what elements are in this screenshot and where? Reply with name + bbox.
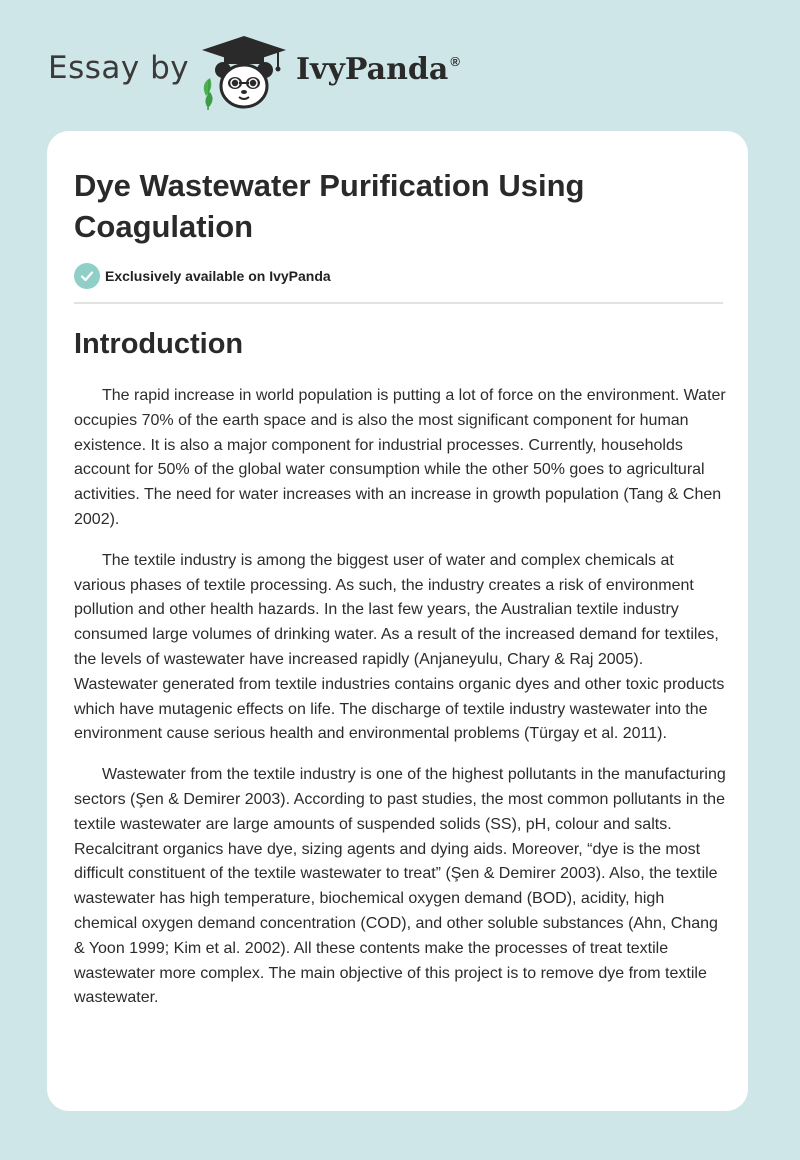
exclusive-badge-label: Exclusively available on IvyPanda <box>105 268 331 284</box>
divider <box>74 302 723 304</box>
section-heading: Introduction <box>74 328 244 360</box>
article-body <box>74 384 726 1027</box>
registered-mark: ® <box>450 54 460 69</box>
paragraph: Wastewater from the textile industry is one of the highest pollutants in the manufacturing sectors (Şen & Demirer 2003). According to past studies, the most common pollutants in the textile wastewater are large amounts of suspended solids (SS), pH, colour and salts. Recalcitrant organics have dye, sizing agents and dying aids. Moreover, “dye is the most difficult constituent of the textile wastewater to treat” (Şen & Demirer 2003). Also, the textile wastewater has high temperature, biochemical oxygen demand (BOD), acidity, high chemical oxygen demand concentration (COD), and other soluble substances (Ahn, Chang & Yoon 1999; Kim et al. 2002). All these contents make the processes of treat textile wastewater more complex. The main objective of this project is to remove dye from textile wastewater. <box>74 766 726 1007</box>
exclusive-badge <box>74 263 331 289</box>
essay-by-label: Essay by <box>48 50 190 86</box>
page-title: Dye Wastewater Purification Using Coagulation <box>74 168 585 244</box>
essay-card <box>47 131 748 1111</box>
brand-text: IvyPanda <box>296 52 449 87</box>
paragraph: The rapid increase in world population is putting a lot of force on the environment. Water occupies 70% of the earth space and is also the most significant component for human existence. It is also a major component for industrial processes. Currently, households account for 50% of the global water consumption while the other 50% goes to agricultural activities. The need for water increases with an increase in growth population (Tang & Chen 2002). <box>74 387 726 528</box>
brand-name[interactable] <box>296 52 460 87</box>
check-icon <box>74 263 100 289</box>
panda-graduate-icon[interactable] <box>198 34 290 110</box>
site-header <box>0 0 800 130</box>
paragraph: The textile industry is among the biggest user of water and complex chemicals at various phases of textile processing. As such, the industry creates a risk of environment pollution and other health hazards. In the last few years, the Australian textile industry consumed large volumes of drinking water. As a result of the increased demand for textiles, the levels of wastewater have increased rapidly (Anjaneyulu, Chary & Raj 2005). Wastewater generated from textile industries contains organic dyes and other toxic products which have mutagenic effects on life. The discharge of textile industry wastewater into the environment cause serious health and environmental problems (Türgay et al. 2011). <box>74 551 725 743</box>
